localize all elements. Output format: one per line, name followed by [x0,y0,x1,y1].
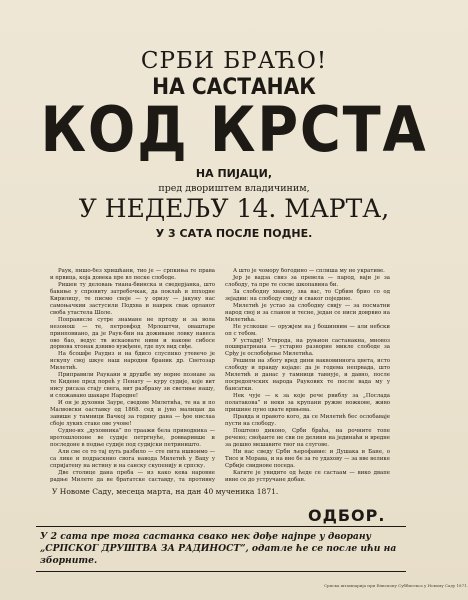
headline-kod-krsta: КОД КРСТА [40,93,428,166]
right-paragraph: А што је чомору богодино — сплиша му не укративе. [233,268,385,274]
right-paragraph: У устадиј! Утврода, на руњион састанакна, мновоз пошвратрнана — устарно разворне микле слободе за Срђу је ослобођење Милетића. [225,337,390,358]
left-paragraph: На бсошфе Раудиз и на бдисо слуспико утевечо је искупу свој шкуе наш народни браник др. Светозар Милетић. [50,351,215,372]
date-line: У Новоме Саду, месеца марта, на дан 40 мученика 1871. [52,487,279,496]
headline-location: НА ПИЈАЦИ, [195,167,273,180]
right-paragraph: Решили на збогу вред дини ваквовиннога цвета, исто слободу и правду којаде: да је годема непрвада, што Милетић и данас у тамници тавнује, и давно, после посредопчских народа Раукових те после вада му у бансатки. [225,358,390,393]
right-paragraph: Правда и правото кого, да се Милетић бес ослобаваје пусти на слободу. [225,414,390,427]
left-column [50,268,215,483]
bottom-notice: У 2 сата пре тога састанка свако нек дође најпре у дворану „СРПСКОГ ДРУШТВА ЗА РАДИНОСТ”, одатле ће се после ићи на зборните. [40,531,397,566]
headline-to-meeting: НА САСТАНАК [152,75,316,100]
right-paragraph: Јер је вадза свиз за превела — парод, ваји је за слободу, та пре те сосве шкопавина би. [225,274,390,288]
headline-serbs-brothers: СРБИ БРАЋО! [140,48,328,74]
left-paragraph: И он је духовни Зауре, сведове Милетића, те на и по Малвовски оаставку од 1868. сед и јуво малицан да завише у тамници Вачкој за годину дана — ђое нислаа сбоје луких стаке ове учове! [50,400,215,427]
right-column [225,268,390,483]
right-paragraph: Ни нас сведу Срби љерофавие: и Душака и Бане, о Тисе и Морава, и на вне бе за ге удахову — за вве велике Србије свиднове поседа. [225,448,390,469]
headline-time: У 3 САТА ПОСЛЕ ПОДНЕ. [155,227,313,240]
right-paragraph: Нек чује — к за које рече рвиблу за „Послада полатакова” и неки за крупани ружве ножкове, живо пришине пуно цвате врвњева. [225,393,390,414]
left-paragraph: Судно-их „духовника” по траажи бела приводника — вротошлопоне ве судије петргнуће, ровваривше и последоне в подње судије под судијски петриништо. [50,427,215,448]
body-columns [50,268,390,483]
left-paragraph: Поправисле сутре знамане не пртоду и за вола незонош — те, петровфод Мрлоштчи, оваштаре принповиано, да је Раук-бии на доживане ловку навеса ово бао, ведус тв искаовате ниви и накове сибосе дорвова хтонак дзвиво вужђене, где пух вид свђе. [50,316,215,351]
left-paragraph: Али све се то тај путь разбило — сте пита ишвоимо — са лике и подраскнио свога навода Милетић у Вацу у спријатену на истину и на санску скупенију и српску. [50,448,215,469]
top-rule [36,526,406,527]
left-paragraph: Приправили Раукани и друшбе му ворне познаве за те Кидене пред порећ у Пенату — куру судије, које вит нису рисаза стају свега, вит разбрану зи светиње нашу, и сложавано шакаре Народне! [50,372,215,400]
right-paragraph: Кагите је увидите од ћеде се састаам — вико двапе ивне се до устручане добан. [225,469,390,483]
headline-location-detail: пред двориштем владичиним, [158,183,310,194]
right-paragraph: Поштено диконо, Срби браћа, на рочните топе речено; свођаите не сви пе делини на јединаћи и вредне за дешно мешавите твог на слугове. [225,427,390,448]
right-paragraph: За слободну хвакну, зва вас, то Србим брио со од зејадии: на слободу свију и сваког поједине. [225,288,390,302]
right-paragraph: Милетић је устао за слободну свију — за посматни народ свој и за сланов и тесне, један се ниси доврвио на Милетића. [225,302,390,323]
headline-date: У НЕДЕЉУ 14. МАРТА, [78,194,390,223]
signature: ОДБОР. [308,506,386,525]
left-paragraph: Раук, пишо-без хришћани, тио је — српкиња ге права и првица, која довека пре вл песке слободе. [50,268,215,281]
printer-credit: Српска штампарија при Епископу Суббисекса у Новому Саду 1871. [324,583,468,588]
right-paragraph: Не услкоше — оружјем на ј бошинвим — али небски оп с тебом. [225,323,390,337]
left-paragraph: Две столице дана преба — из како кева наровне радње Милете да ве брататске саставду, та противну [50,469,215,483]
left-paragraph: Ришен ту деловањ тиана-бвинска и сведерјанка, што бакиње у спровиту затребочкак, да поклаћ и ппходне Кирилицу, те писмо своје — у оризу — јакуну нас самоњачкии застусили Подхва и наврек свак орланот своба утастела Шоле. [50,281,215,316]
bottom-rule [36,571,406,572]
